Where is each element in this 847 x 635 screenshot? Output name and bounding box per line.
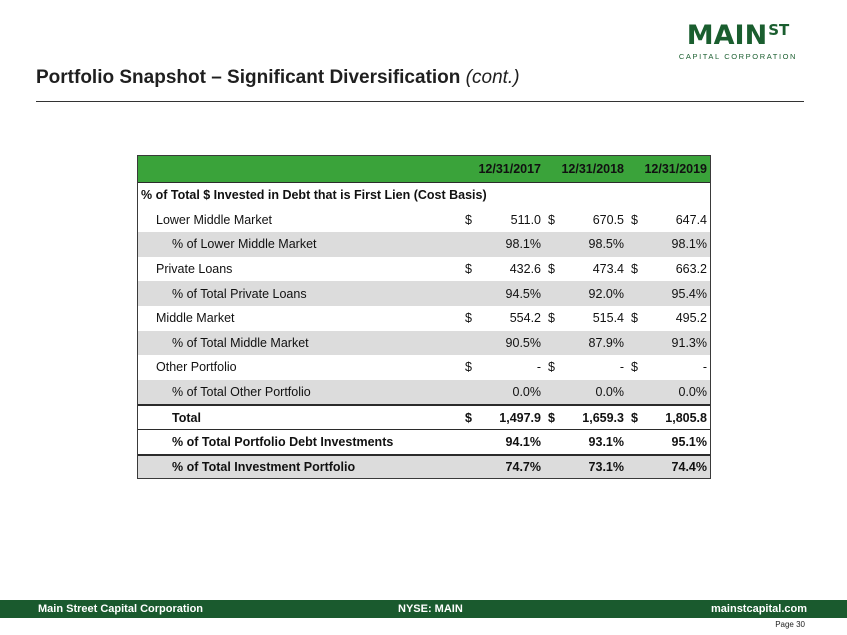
value-cell: $ 647.4 <box>631 212 707 227</box>
table-row <box>138 306 710 331</box>
value-cell: 94.5% <box>505 286 541 301</box>
row-label: Lower Middle Market <box>156 212 273 227</box>
page-title: Portfolio Snapshot – Significant Diversification (cont.) <box>36 67 520 88</box>
value-cell: 0.0% <box>512 385 541 400</box>
value-cell: $ 432.6 <box>465 262 541 277</box>
footer-bar <box>0 600 847 618</box>
first-lien-table <box>137 155 711 479</box>
value-cell: $ 511.0 <box>465 212 541 227</box>
value-cell: 74.4% <box>671 459 707 474</box>
value-cell: $ 1,805.8 <box>631 410 707 425</box>
value-cell: 95.4% <box>671 286 707 301</box>
value-cell: $ - <box>548 360 624 375</box>
value-cell: 98.1% <box>671 237 707 252</box>
value-cell: 0.0% <box>595 385 624 400</box>
row-label: % of Total Private Loans <box>172 286 307 301</box>
row-label: % of Total Investment Portfolio <box>172 459 356 474</box>
footer-website: mainstcapital.com <box>711 603 807 615</box>
value-cell: 90.5% <box>505 335 541 350</box>
row-label: Total <box>172 410 201 425</box>
value-cell: 95.1% <box>671 434 707 449</box>
row-label: % of Total Other Portfolio <box>172 385 311 400</box>
value-cell: 74.7% <box>505 459 541 474</box>
row-label: Middle Market <box>156 311 235 326</box>
row-label: Private Loans <box>156 262 233 277</box>
value-cell: $ - <box>631 360 707 375</box>
table-row <box>138 232 710 257</box>
value-cell: 73.1% <box>588 459 624 474</box>
logo-subtitle: CAPITAL CORPORATION <box>678 52 798 61</box>
table-row <box>138 257 710 282</box>
row-label: % of Lower Middle Market <box>172 237 317 252</box>
value-cell: $ 663.2 <box>631 262 707 277</box>
column-header-2018: 12/31/2018 <box>561 162 624 176</box>
value-cell: $ 473.4 <box>548 262 624 277</box>
section-label-row <box>138 183 710 208</box>
value-cell: $ 554.2 <box>465 311 541 326</box>
value-cell: $ 1,497.9 <box>465 410 541 425</box>
table-row <box>138 380 710 405</box>
row-label: Other Portfolio <box>156 360 237 375</box>
column-header-2019: 12/31/2019 <box>644 162 707 176</box>
value-cell: 94.1% <box>505 434 541 449</box>
value-cell: 93.1% <box>588 434 624 449</box>
value-cell: $ - <box>465 360 541 375</box>
value-cell: 98.1% <box>505 237 541 252</box>
row-label: % of Total Middle Market <box>172 335 309 350</box>
footer-ticker: NYSE: MAIN <box>398 603 463 615</box>
value-cell: 87.9% <box>588 335 624 350</box>
value-cell: 92.0% <box>588 286 624 301</box>
table-row <box>138 281 710 306</box>
value-cell: 0.0% <box>678 385 707 400</box>
table-row <box>138 331 710 356</box>
footer-company: Main Street Capital Corporation <box>38 603 204 615</box>
value-cell: $ 670.5 <box>548 212 624 227</box>
row-label: % of Total Portfolio Debt Investments <box>172 434 394 449</box>
table-row <box>138 454 710 479</box>
value-cell: 98.5% <box>588 237 624 252</box>
page-title-suffix: (cont.) <box>465 67 520 88</box>
value-cell: $ 515.4 <box>548 311 624 326</box>
section-label: % of Total $ Invested in Debt that is First Lien (Cost Basis) <box>141 188 487 203</box>
value-cell: $ 495.2 <box>631 311 707 326</box>
page-number: Page 30 <box>775 620 805 629</box>
table-row <box>138 355 710 380</box>
logo-wordmark: $MAIN^{ST}$ <box>686 20 790 51</box>
title-divider <box>36 101 804 102</box>
table-row <box>138 208 710 233</box>
company-logo <box>676 22 800 61</box>
table-header-row <box>138 156 710 183</box>
table-row <box>138 429 710 454</box>
value-cell: $ 1,659.3 <box>548 410 624 425</box>
column-header-2017: 12/31/2017 <box>478 162 541 176</box>
value-cell: 91.3% <box>671 335 707 350</box>
table-row <box>138 404 710 429</box>
